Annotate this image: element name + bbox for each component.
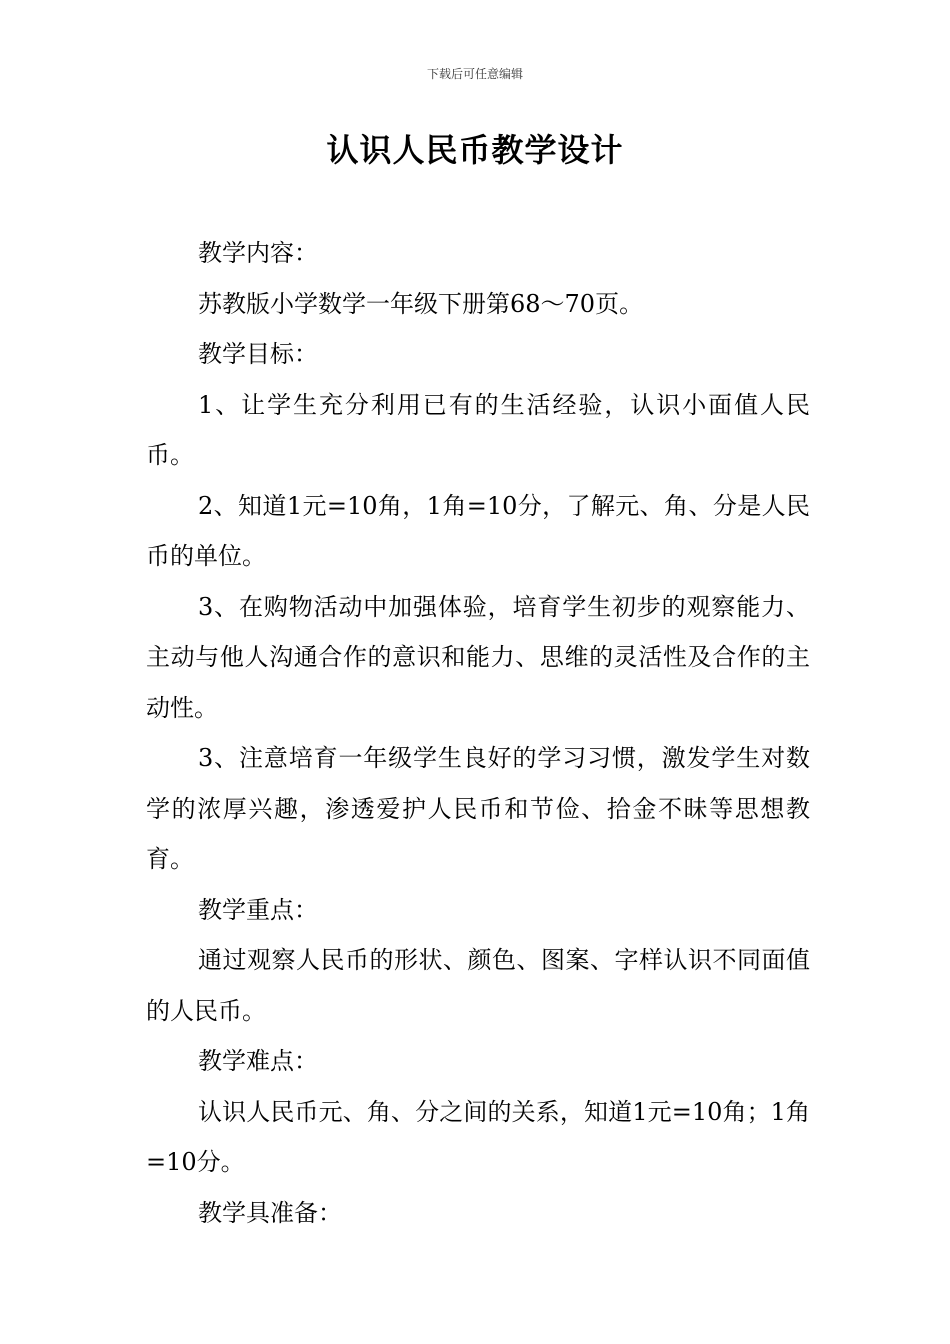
document-title: 认识人民币教学设计: [326, 131, 624, 169]
paragraph-content-text: 苏教版小学数学一年级下册第68～70页。: [198, 289, 644, 318]
section-heading-content: 教学内容：: [198, 239, 318, 267]
objective-item-1: 1、让学生充分利用已有的生活经验，认识小面值人民币。: [146, 390, 810, 469]
objective-item-2: 2、知道1元=10角，1角=10分，了解元、角、分是人民币的单位。: [146, 491, 810, 570]
page-header-note: 下载后可任意编辑: [426, 67, 523, 81]
paragraph-key-points: 通过观察人民币的形状、颜色、图案、字样认识不同面值的人民币。: [146, 946, 810, 1025]
objective-item-4: 3、注意培育一年级学生良好的学习习惯，激发学生对数学的浓厚兴趣，渗透爱护人民币和节俭、拾金不昧等思想教育。: [146, 744, 810, 873]
document-body: [146, 228, 810, 1238]
section-heading-materials: 教学具准备：: [198, 1198, 342, 1227]
section-heading-objectives: 教学目标：: [198, 340, 318, 368]
paragraph-difficulties: 认识人民币元、角、分之间的关系，知道1元=10角；1角=10分。: [146, 1097, 810, 1176]
section-heading-difficulties: 教学难点：: [198, 1047, 318, 1075]
section-heading-key-points: 教学重点：: [198, 895, 318, 924]
objective-item-3: 3、在购物活动中加强体验，培育学生初步的观察能力、主动与他人沟通合作的意识和能力、思维的灵活性及合作的主动性。: [146, 592, 810, 722]
